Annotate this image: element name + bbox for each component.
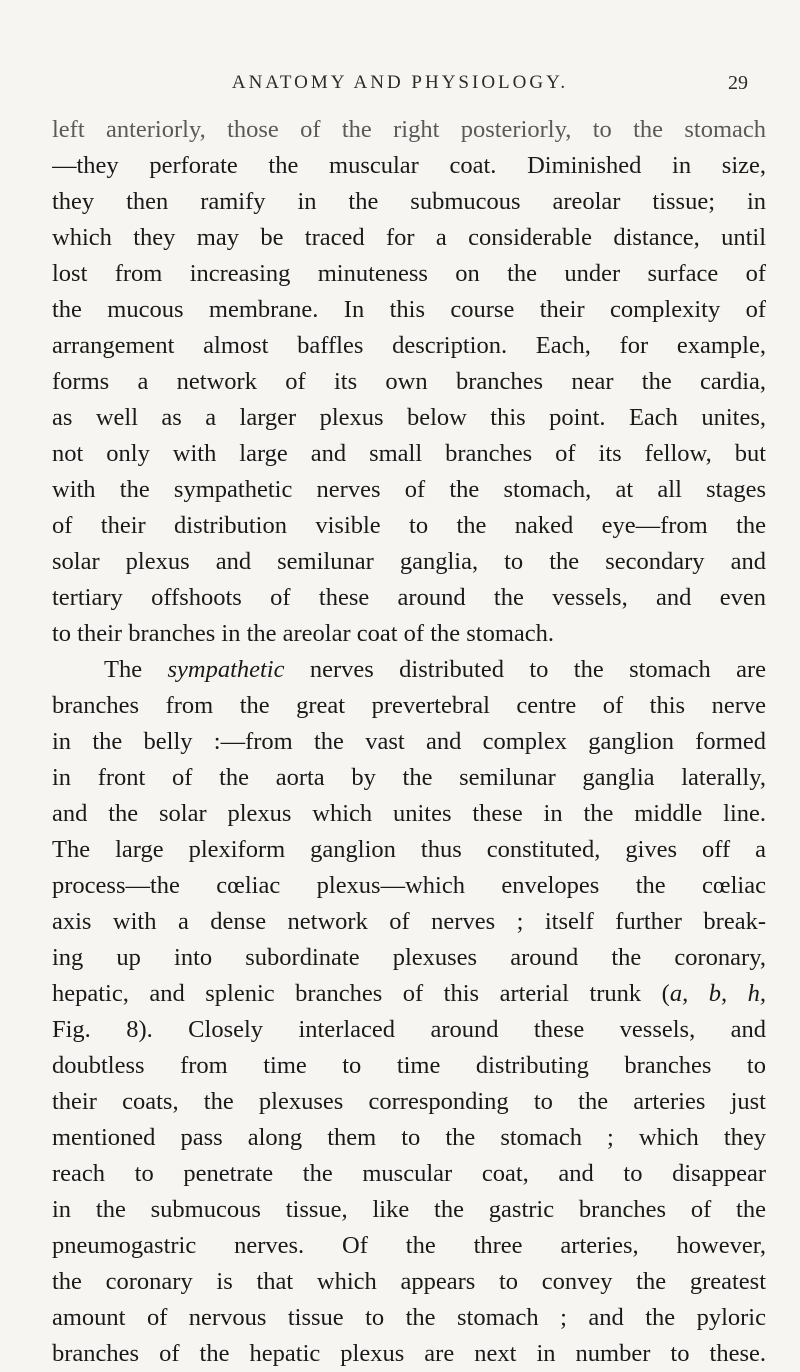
text-line: lost from increasing minuteness on the under surface of xyxy=(52,260,766,287)
text-line: with the sympathetic nerves of the stomach, at all stages xyxy=(52,476,766,503)
text-line: in front of the aorta by the semilunar ganglia laterally, xyxy=(52,764,766,791)
text-line: axis with a dense network of nerves ; itself further break- xyxy=(52,908,766,935)
text-line: solar plexus and semilunar ganglia, to the secondary and xyxy=(52,548,766,575)
text-line: ing up into subordinate plexuses around the coronary, xyxy=(52,944,766,971)
text-line: tertiary offshoots of these around the vessels, and even xyxy=(52,584,766,611)
text-line: and the solar plexus which unites these in the middle line. xyxy=(52,800,766,827)
text-line: the coronary is that which appears to convey the greatest xyxy=(52,1268,766,1295)
italic-term: sympathetic xyxy=(167,656,285,683)
text-line: process—the cœliac plexus—which envelopes the cœliac xyxy=(52,872,766,899)
italic-reference: a, b, h, xyxy=(669,980,766,1007)
text-line: amount of nervous tissue to the stomach ; and the pyloric xyxy=(52,1304,766,1331)
text-line: the mucous membrane. In this course their complexity of xyxy=(52,296,766,323)
text-segment: hepatic, and splenic branches of this arterial trunk ( xyxy=(52,980,670,1007)
text-line: —they perforate the muscular coat. Diminished in size, xyxy=(52,152,766,179)
text-segment: The xyxy=(104,656,143,683)
text-line: forms a network of its own branches near the cardia, xyxy=(52,368,766,395)
text-line: left anteriorly, those of the right posteriorly, to the stomach xyxy=(52,116,766,143)
text-line: branches of the hepatic plexus are next in number to these. xyxy=(52,1340,766,1367)
text-line: not only with large and small branches of its fellow, but xyxy=(52,440,766,467)
text-line: arrangement almost baffles description. Each, for example, xyxy=(52,332,766,359)
running-head: ANATOMY AND PHYSIOLOGY. xyxy=(231,72,569,93)
text-line: branches from the great prevertebral centre of this nerve xyxy=(52,692,766,719)
page-number: 29 xyxy=(728,72,748,94)
text-line: The large plexiform ganglion thus constituted, gives off a xyxy=(52,836,766,863)
text-line: pneumogastric nerves. Of the three arteries, however, xyxy=(52,1232,766,1259)
text-line: they then ramify in the submucous areolar tissue; in xyxy=(52,188,766,215)
text-line: in the submucous tissue, like the gastric branches of the xyxy=(52,1196,766,1223)
text-line: doubtless from time to time distributing branches to xyxy=(52,1052,766,1079)
body-text xyxy=(52,112,766,1372)
text-segment: nerves distributed to the stomach are xyxy=(309,656,766,683)
page-header xyxy=(0,72,800,102)
text-line xyxy=(52,976,766,1012)
text-line: Fig. 8). Closely interlaced around these vessels, and xyxy=(52,1016,766,1043)
paragraph-end-line: to their branches in the areolar coat of the stomach. xyxy=(52,620,555,647)
text-line: in the belly :—from the vast and complex ganglion formed xyxy=(52,728,766,755)
text-line: which they may be traced for a considerable distance, until xyxy=(52,224,766,251)
text-line: reach to penetrate the muscular coat, and to disappear xyxy=(52,1160,766,1187)
text-line: of their distribution visible to the naked eye—from the xyxy=(52,512,766,539)
paragraph-start-line xyxy=(52,652,766,688)
text-line: mentioned pass along them to the stomach ; which they xyxy=(52,1124,766,1151)
text-line: as well as a larger plexus below this point. Each unites, xyxy=(52,404,766,431)
text-line: their coats, the plexuses corresponding to the arteries just xyxy=(52,1088,766,1115)
